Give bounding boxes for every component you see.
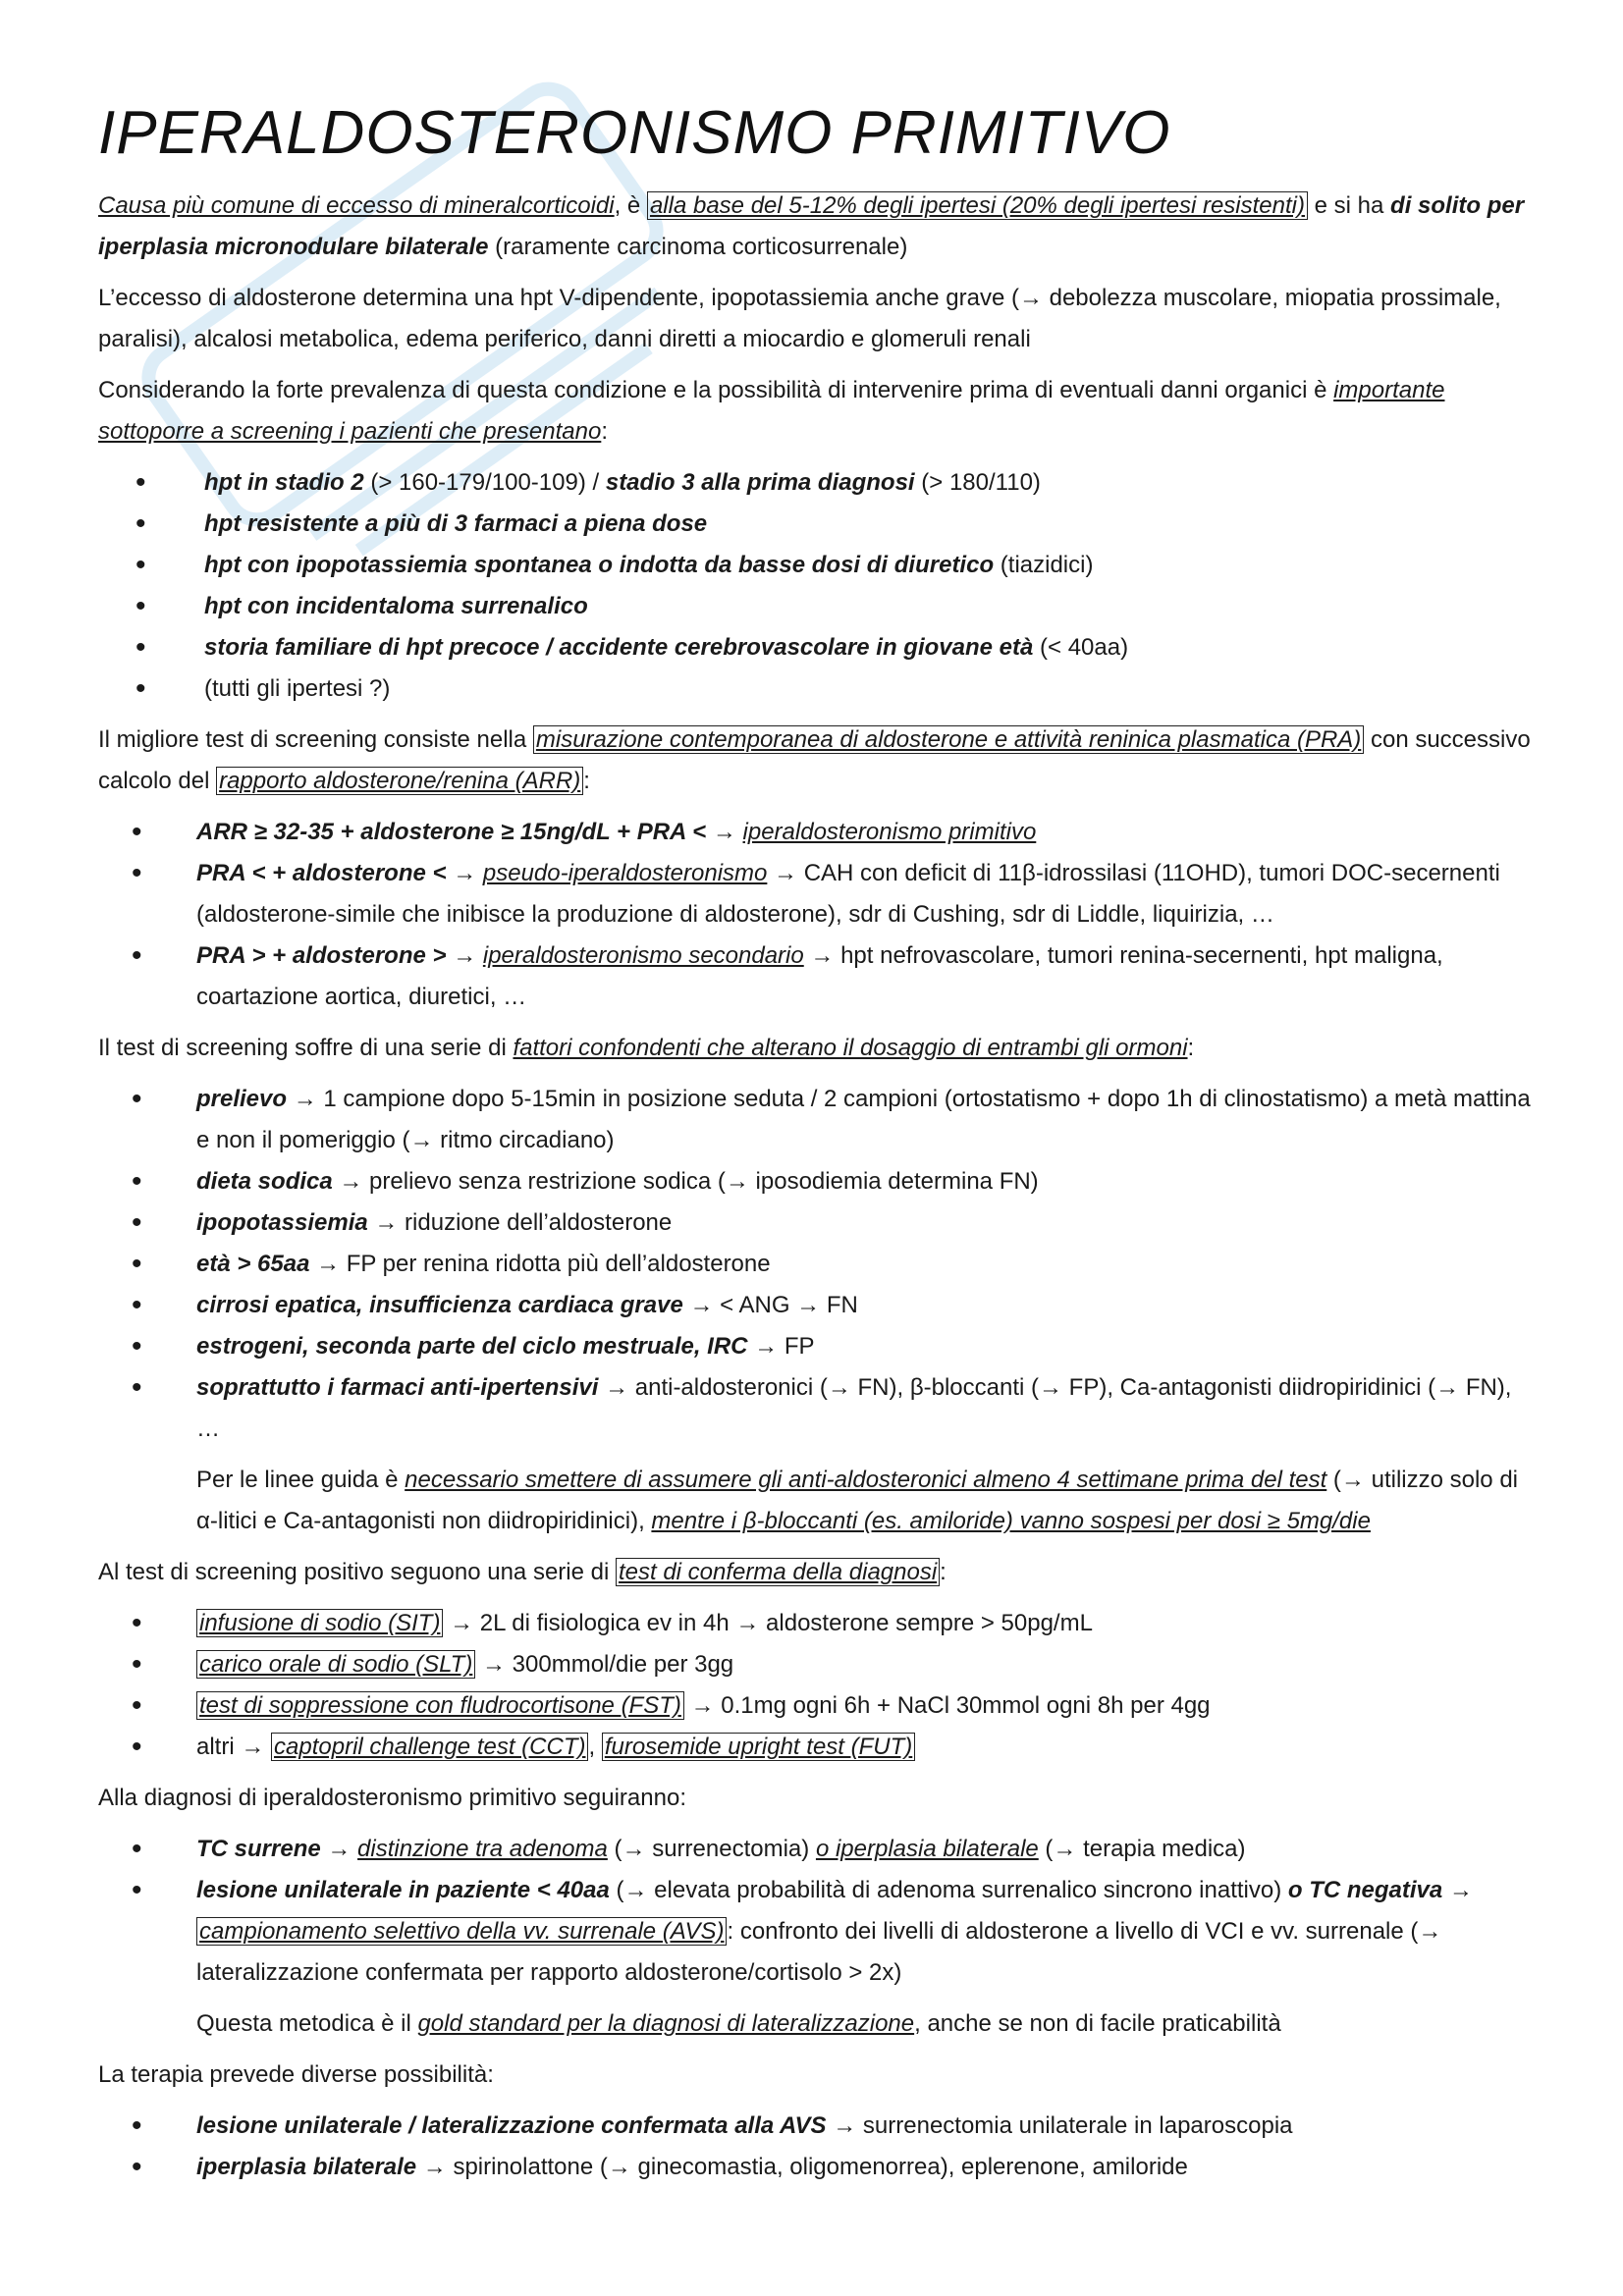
list-item: • età > 65aa → FP per renina ridotta più dell’aldosterone: [98, 1244, 1532, 1285]
list-item: • hpt resistente a più di 3 farmaci a piena dose: [98, 504, 1532, 545]
list-item: • hpt in stadio 2 (> 160-179/100-109) / stadio 3 alla prima diagnosi (> 180/110): [98, 462, 1532, 504]
confounders-list: [98, 1079, 1532, 1450]
list-item: • ARR ≥ 32-35 + aldosterone ≥ 15ng/dL + PRA < → iperaldosteronismo primitivo: [98, 812, 1532, 853]
therapy-intro-paragraph: La terapia prevede diverse possibilità:: [98, 2061, 494, 2089]
list-item: • cirrosi epatica, insufficienza cardiaca grave → < ANG → FN: [98, 1285, 1532, 1326]
list-item: • lesione unilaterale in paziente < 40aa (→ elevata probabilità di adenoma surrenalico sincrono inattivo) o TC negativa → campionamento selettivo della vv. surrenale (AVS) : confronto dei livelli di aldosterone a livello di VCI e vv. surrenale (→ lateralizzazione confermata per rapporto aldosterone/cortisolo > 2x): [98, 1870, 1532, 1994]
guidelines-note: Per le linee guida è necessario smettere di assumere gli anti-aldosteronici almeno 4 settimane prima del test (→ utilizzo solo di α-litici e Ca-antagonisti non diidropiridinici), mentre i β-bloccanti (es. amiloride) vanno sospesi per dosi ≥ 5mg/die: [196, 1467, 1518, 1535]
intro-paragraph: Causa più comune di eccesso di mineralcorticoidi, è alla base del 5-12% degli ipertesi (20% degli ipertesi resistenti) e si ha di solito per iperplasia micronodulare bilaterale (raramente carcinoma corticosurrenale): [98, 192, 1525, 261]
screening-test-paragraph: Il migliore test di screening consiste nella misurazione contemporanea di aldosterone e attività reninica plasmatica (PRA) con successivo calcolo del rapporto aldosterone/renina (ARR) :: [98, 726, 1531, 795]
confounders-intro-paragraph: Il test di screening soffre di una serie di fattori confondenti che alterano il dosaggio di entrambi gli ormoni:: [98, 1035, 1195, 1062]
aldosterone-effects-paragraph: L’eccesso di aldosterone determina una hpt V-dipendente, ipopotassiemia anche grave (→ debolezza muscolare, miopatia prossimale, paralisi), alcalosi metabolica, edema periferico, danni diretti a miocardio e glomeruli renali: [98, 285, 1501, 353]
list-item: • estrogeni, seconda parte del ciclo mestruale, IRC → FP: [98, 1326, 1532, 1367]
list-item: • test di soppressione con fludrocortisone (FST) → 0.1mg ogni 6h + NaCl 30mmol ogni 8h per 4gg: [98, 1685, 1532, 1727]
list-item: • prelievo → 1 campione dopo 5-15min in posizione seduta / 2 campioni (ortostatismo + dopo 1h di clinostatismo) a metà mattina e non il pomeriggio (→ ritmo circadiano): [98, 1079, 1532, 1161]
list-item: • (tutti gli ipertesi ?): [98, 668, 1532, 710]
arr-list: [98, 812, 1532, 1018]
list-item: • hpt con incidentaloma surrenalico: [98, 586, 1532, 627]
screening-intro-paragraph: Considerando la forte prevalenza di questa condizione e la possibilità di intervenire prima di eventuali danni organici è importante sottoporre a screening i pazienti che presentano:: [98, 377, 1445, 446]
diagnosis-intro-paragraph: Alla diagnosi di iperaldosteronismo primitivo seguiranno:: [98, 1785, 686, 1812]
list-item: • storia familiare di hpt precoce / accidente cerebrovascolare in giovane età (< 40aa): [98, 627, 1532, 668]
list-item: • iperplasia bilaterale → spirinolattone (→ ginecomastia, oligomenorrea), eplerenone, amiloride: [98, 2147, 1532, 2188]
page-title: IPERALDOSTERONISMO PRIMITIVO: [98, 99, 1171, 167]
list-item: • ipopotassiemia → riduzione dell’aldosterone: [98, 1202, 1532, 1244]
screening-list: [98, 462, 1532, 710]
confirmation-intro-paragraph: Al test di screening positivo seguono una serie di test di conferma della diagnosi :: [98, 1559, 947, 1586]
list-item: • PRA < + aldosterone < → pseudo-iperaldosteronismo → CAH con deficit di 11β-idrossilasi (11OHD), tumori DOC-secernenti (aldosterone-simile che inibisce la produzione di aldosterone), sdr di Cushing, sdr di Liddle, liquirizia, …: [98, 853, 1532, 935]
diagnosis-list: [98, 1829, 1532, 1994]
list-item: • hpt con ipopotassiemia spontanea o indotta da basse dosi di diuretico (tiazidici): [98, 545, 1532, 586]
therapy-list: [98, 2106, 1532, 2188]
confirmation-list: [98, 1603, 1532, 1768]
list-item: • lesione unilaterale / lateralizzazione confermata alla AVS → surrenectomia unilaterale in laparoscopia: [98, 2106, 1532, 2147]
list-item: • soprattutto i farmaci anti-ipertensivi → anti-aldosteronici (→ FN), β-bloccanti (→ FP), Ca-antagonisti diidropiridinici (→ FN), …: [98, 1367, 1532, 1450]
list-item: • dieta sodica → prelievo senza restrizione sodica (→ iposodiemia determina FN): [98, 1161, 1532, 1202]
list-item: • infusione di sodio (SIT) → 2L di fisiologica ev in 4h → aldosterone sempre > 50pg/mL: [98, 1603, 1532, 1644]
list-item: • altri → captopril challenge test (CCT) , furosemide upright test (FUT): [98, 1727, 1532, 1768]
list-item: • PRA > + aldosterone > → iperaldosteronismo secondario → hpt nefrovascolare, tumori renina-secernenti, hpt maligna, coartazione aortica, diuretici, …: [98, 935, 1532, 1018]
document-page: [98, 98, 1532, 2198]
list-item: • TC surrene → distinzione tra adenoma (→ surrenectomia) o iperplasia bilaterale (→ terapia medica): [98, 1829, 1532, 1870]
boxed-highlight: alla base del 5-12% degli ipertesi (20% degli ipertesi resistenti): [647, 191, 1308, 220]
list-item: • carico orale di sodio (SLT) → 300mmol/die per 3gg: [98, 1644, 1532, 1685]
gold-standard-note: Questa metodica è il gold standard per la diagnosi di lateralizzazione, anche se non di facile praticabilità: [196, 2010, 1281, 2038]
